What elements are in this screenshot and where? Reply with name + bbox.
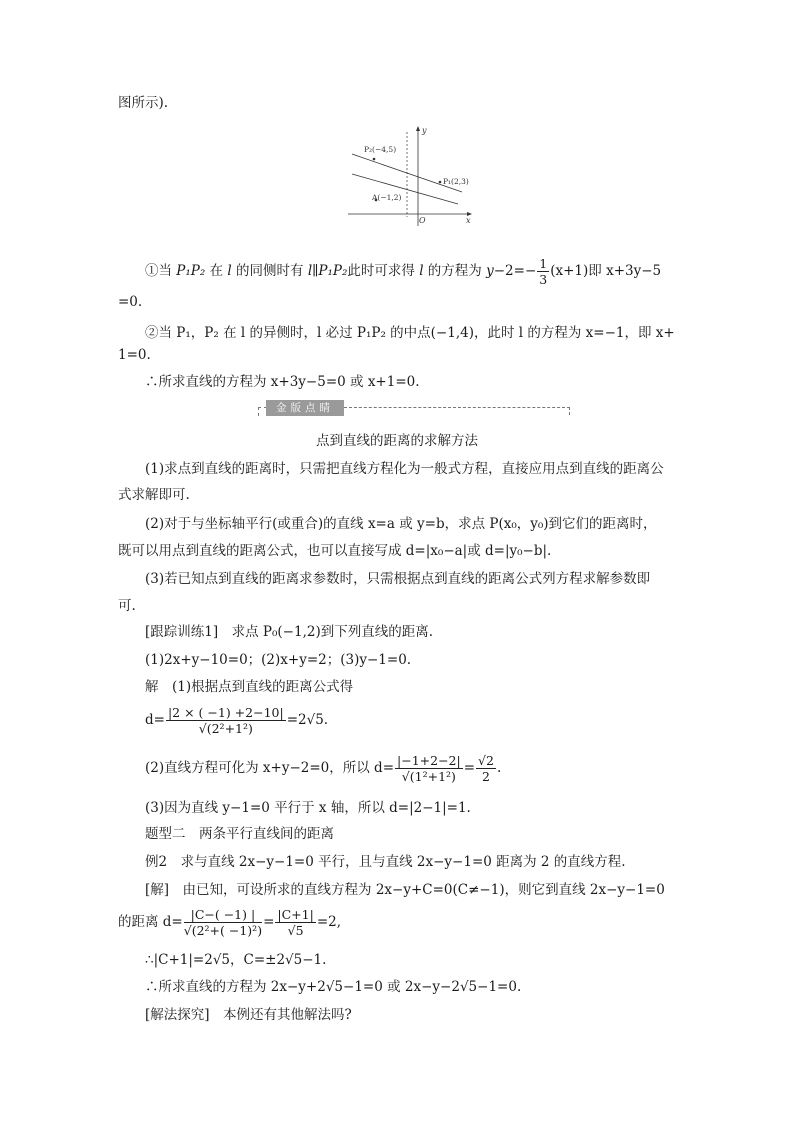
point-p1 — [439, 181, 442, 184]
solution1-formula: d= $\frac{|2 \times ( -1) +2-10|}{\text{√(2²+1²)}}$ =2√5. — [145, 705, 329, 736]
tip2-line1: (2)对于与坐标轴平行(或重合)的直线 x=a 或 y=b，求点 P(x₀，y₀)到它们的距离时， — [145, 516, 657, 532]
origin-label: O — [419, 216, 426, 225]
example2-solution-line2: 的距离 d= $\frac{|C-( -1) |}{\text{√(2²+( −1)²)}}$ = $\frac{|C+1|}{√5}$ =2, — [118, 907, 342, 938]
y-axis-label: y — [422, 126, 427, 135]
jinban-dianjing-banner — [258, 400, 570, 416]
case1-line: ①当 P₁P₂ 在 l 的同侧时有 l∥P₁P₂此时可求得 l 的方程为 y−2=− $\frac{1}{3}$ (x+1)即 x+3y−5 — [145, 256, 662, 287]
example2-solution-line4: ∴所求直线的方程为 2x−y+2√5−1=0 或 2x−y−2√5−1=0. — [145, 979, 522, 995]
tip3-line2: 可. — [118, 598, 136, 614]
intro-fragment: 图所示). — [118, 95, 169, 111]
point-a-label: A(−1,2) — [372, 193, 402, 202]
practice-title: [跟踪训练1] 求点 P₀(−1,2)到下列直线的距离. — [145, 624, 434, 640]
tip1-line1: (1)求点到直线的距离时，只需把直线方程化为一般式方程，直接应用点到直线的距离公 — [145, 461, 664, 477]
x-axis-label: x — [466, 216, 471, 225]
example2-line: 例2 求与直线 2x−y−1=0 平行，且与直线 2x−y−1=0 距离为 2 的直线方程. — [145, 854, 626, 870]
solution-explore: [解法探究] 本例还有其他解法吗? — [145, 1007, 352, 1023]
fraction-solution2: $\frac{|-1+2-2|}{\text{√(1²+1²)}}$ — [397, 753, 461, 784]
tip2-line2: 既可以用点到直线的距离公式，也可以直接写成 d=|x₀−a|或 d=|y₀−b|. — [118, 543, 552, 559]
type2-heading: 题型二 两条平行直线间的距离 — [145, 826, 334, 842]
line-through-p2-p1 — [352, 154, 462, 192]
point-p1-label: P₁(2,3) — [443, 177, 469, 186]
tip3-line1: (3)若已知点到直线的距离求参数时，只需根据点到直线的距离公式列方程求解参数即 — [145, 571, 651, 587]
coordinate-figure — [340, 122, 480, 228]
point-p2-label: P₂(−4,5) — [364, 145, 397, 154]
point-p2 — [373, 158, 376, 161]
example2-solution-line3: ∴|C+1|=2√5，C=±2√5−1. — [145, 952, 327, 968]
example2-solution-line1: [解] 由已知，可设所求的直线方程为 2x−y+C=0(C≠−1)，则它到直线 2x−y−1=0 — [145, 882, 665, 898]
tips-title: 点到直线的距离的求解方法 — [316, 433, 478, 449]
tip1-line2: 式求解即可. — [118, 487, 190, 503]
banner-badge: 金版点睛 — [266, 400, 344, 416]
practice-lines: (1)2x+y−10=0；(2)x+y=2；(3)y−1=0. — [145, 652, 412, 668]
case2-continuation: 1=0. — [118, 347, 151, 363]
case1-continuation: =0. — [118, 294, 143, 310]
fraction-example2-simplified: $\frac{|C+1|}{√5}$ — [277, 907, 314, 938]
solution2-formula: (2)直线方程可化为 x+y−2=0，所以 d= $\frac{|-1+2-2|}{\text{√(1²+1²)}}$ = $\frac{√2}{2}$ . — [145, 753, 502, 784]
fraction-example2-distance: $\frac{|C-( -1) |}{\text{√(2²+( −1)²)}}$ — [183, 907, 263, 938]
y-axis-arrow — [416, 126, 420, 131]
fraction-root2-over-2: $\frac{√2}{2}$ — [478, 753, 494, 784]
solution-head: 解 (1)根据点到直线的距离公式得 — [145, 679, 354, 695]
case2-line: ②当 P₁，P₂ 在 l 的异侧时，l 必过 P₁P₂ 的中点(−1,4)，此时 l 的方程为 x=−1，即 x+ — [145, 325, 675, 341]
conclusion-line: ∴所求直线的方程为 x+3y−5=0 或 x+1=0. — [145, 374, 420, 390]
fraction-one-third: $\frac{1}{3}$ — [539, 256, 548, 287]
banner-dashed-line — [344, 407, 570, 408]
banner-right-tick — [568, 407, 570, 415]
fraction-solution1: $\frac{|2 \times ( -1) +2-10|}{\text{√(2²+1²)}}$ — [167, 705, 284, 736]
solution3-line: (3)因为直线 y−1=0 平行于 x 轴，所以 d=|2−1|=1. — [145, 800, 471, 816]
